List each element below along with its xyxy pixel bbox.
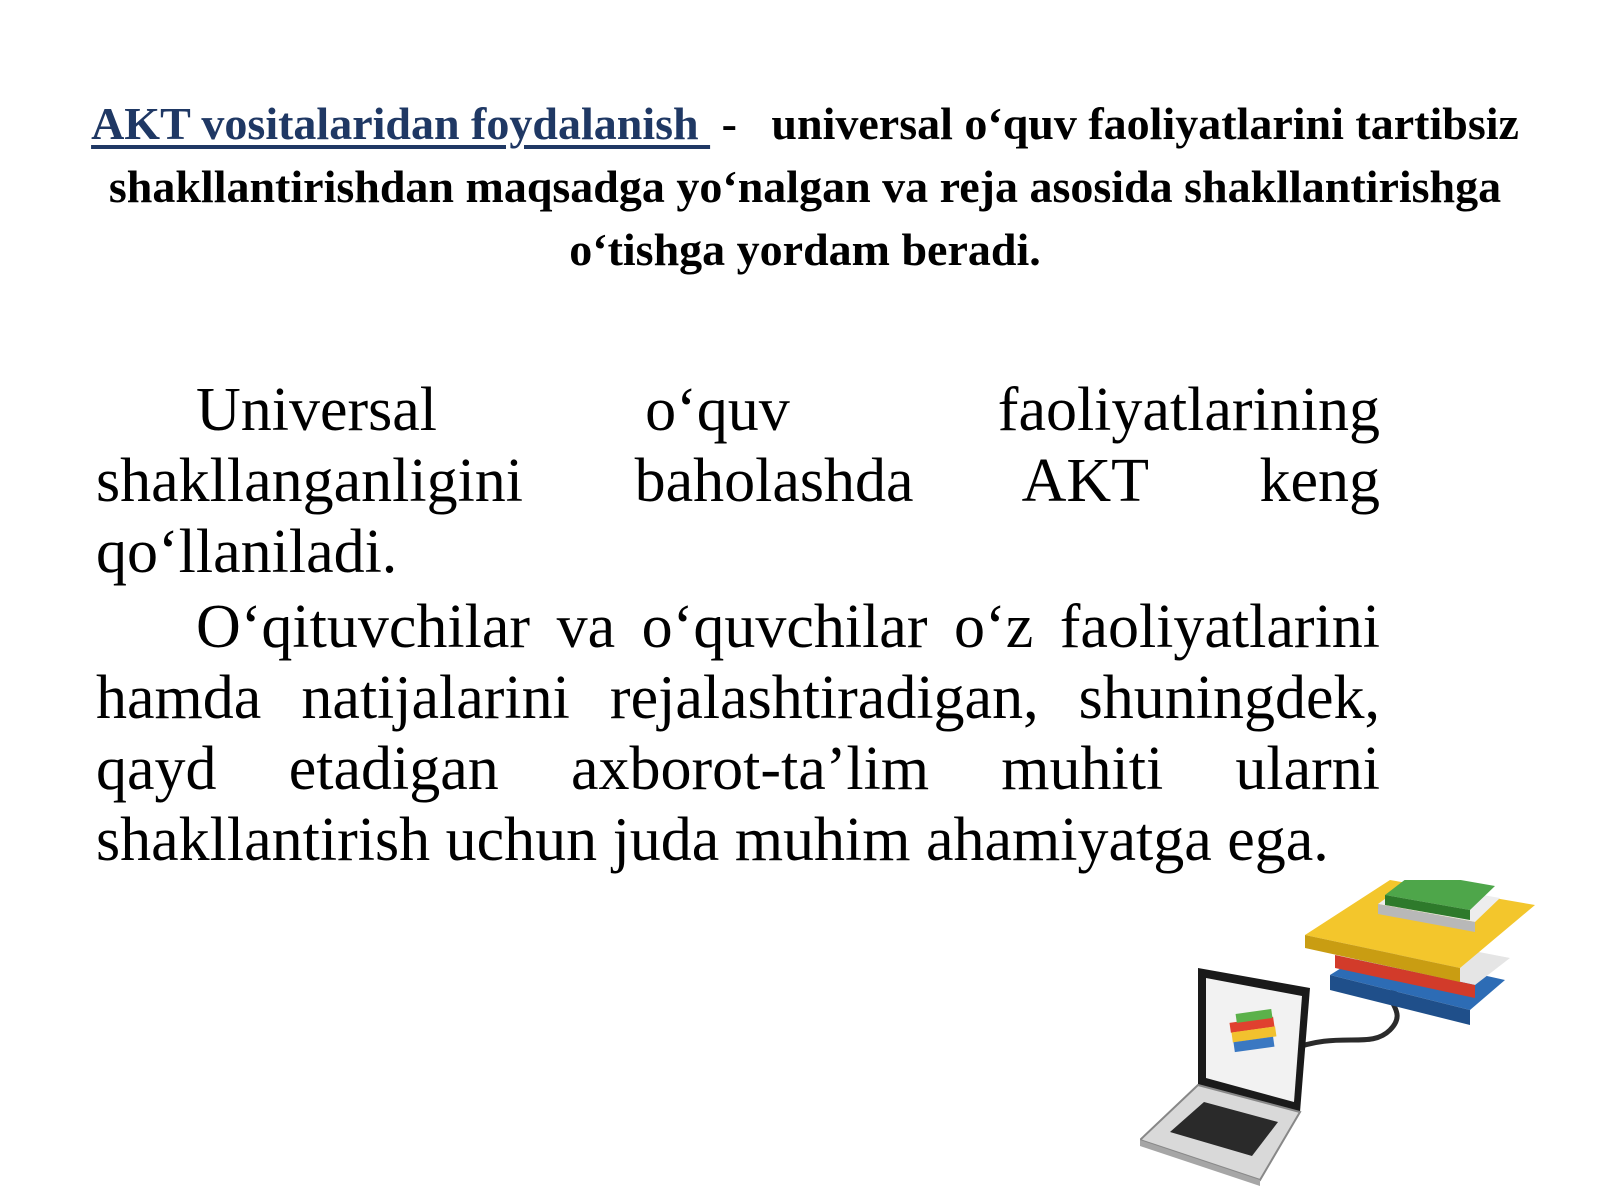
slide-heading bbox=[90, 92, 1520, 281]
heading-rest: universal o‘quv faoliyatlarini tartibsiz shakllantirishdan maqsadga yo‘nalgan va reja asosida shakllantirishga o‘tishga yordam beradi. bbox=[108, 98, 1519, 275]
paragraph-1: Universal o‘quv faoliyatlarining shakllanganligini baholashda AKT keng qo‘llaniladi. bbox=[96, 376, 1380, 586]
heading-dash: - bbox=[710, 98, 772, 149]
heading-term: AKT vositalaridan foydalanish bbox=[91, 98, 711, 149]
slide-body bbox=[96, 375, 1380, 880]
laptop-books-illustration bbox=[1140, 880, 1590, 1190]
book-stack-icon bbox=[1305, 880, 1535, 1025]
paragraph-2: O‘qituvchilar va o‘quvchilar o‘z faoliyatlarini hamda natijalarini rejalashtiradigan, shuningdek, qayd etadigan axborot-ta’lim muhiti ularni shakllantirish uchun juda muhim ahamiyatga ega. bbox=[96, 593, 1380, 874]
laptop-icon bbox=[1140, 968, 1310, 1186]
